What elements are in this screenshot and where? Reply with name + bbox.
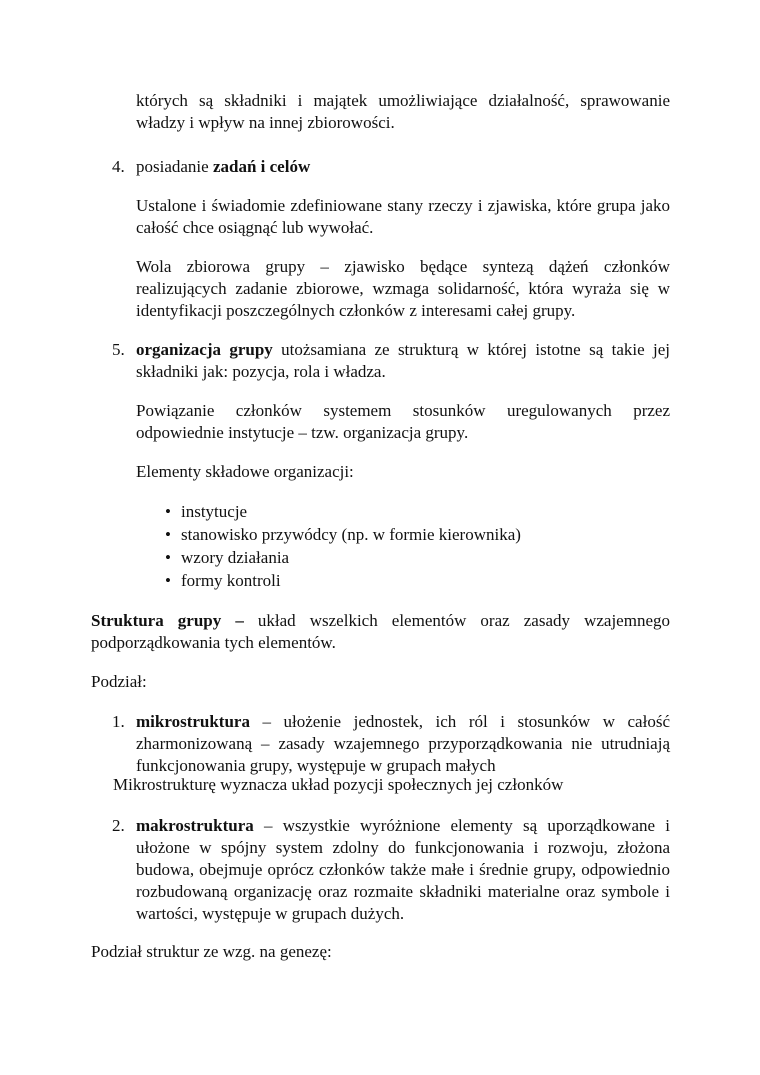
item-5-bold: organizacja grupy	[136, 340, 273, 359]
item-4-number: 4.	[112, 157, 125, 176]
item-macrostructure	[136, 815, 670, 925]
list-item	[163, 547, 521, 570]
paragraph-organization: Powiązanie członków systemem stosunków uregulowanych przez odpowiednie instytucje – tzw. organizacja grupy.	[136, 401, 670, 442]
paragraph-division: Podział:	[91, 672, 147, 691]
item-2-number: 2.	[112, 816, 125, 835]
organization-elements-list	[163, 501, 521, 593]
macrostructure-rest: – wszystkie wyróżnione elementy są uporządkowane i ułożone w spójny system zdolny do funkcjonowania i rozwoju, złożona budowa, obejmuje oprócz członków także małe i średnie grupy, odpowiednio rozbudowaną organizację oraz rozmaite składniki materialne oraz symbole i wartości, występuje w grupach dużych.	[136, 816, 670, 923]
paragraph-elements-heading: Elementy składowe organizacji:	[136, 462, 354, 481]
list-item-label: instytucje	[181, 502, 248, 521]
structure-bold: Struktura grupy –	[91, 611, 244, 630]
bullet-icon: •	[165, 525, 171, 544]
paragraph-group-structure	[91, 610, 670, 654]
paragraph-goals: Ustalone i świadomie zdefiniowane stany rzeczy i zjawiska, które grupa jako całość chce osiągnąć lub wywołać.	[136, 196, 670, 237]
list-item	[163, 570, 521, 593]
item-5-number: 5.	[112, 340, 125, 359]
list-item-label: wzory działania	[181, 548, 290, 567]
structure-rest: układ wszelkich elementów oraz zasady wzajemnego podporządkowania tych elementów.	[91, 611, 670, 652]
microstructure-rest: – ułożenie jednostek, ich ról i stosunków w całość zharmonizowaną – zasady wzajemnego przyporządkowania nie utrudniają funkcjonowania grupy, występuje w grupach małych	[136, 712, 670, 775]
item-5-text	[136, 339, 670, 383]
item-4-prefix: posiadanie	[136, 157, 213, 176]
macrostructure-bold: makrostruktura	[136, 816, 254, 835]
list-item-label: formy kontroli	[181, 571, 281, 590]
bullet-icon: •	[165, 548, 171, 567]
item-microstructure	[136, 711, 670, 777]
paragraph-continuation: których są składniki i majątek umożliwiające działalność, sprawowanie władzy i wpływ na innej zbiorowości.	[136, 91, 670, 132]
list-item-label: stanowisko przywódcy (np. w formie kierownika)	[181, 525, 521, 544]
microstructure-note: Mikrostrukturę wyznacza układ pozycji społecznych jej członków	[113, 775, 564, 794]
bullet-icon: •	[165, 571, 171, 590]
microstructure-bold: mikrostruktura	[136, 712, 250, 731]
list-item	[163, 501, 521, 524]
item-5-rest: utożsamiana ze strukturą w której istotne są takie jej składniki jak: pozycja, rola i władza.	[136, 340, 670, 381]
bullet-icon: •	[165, 502, 171, 521]
item-1-number: 1.	[112, 712, 125, 731]
paragraph-collective-will: Wola zbiorowa grupy – zjawisko będące syntezą dążeń członków realizujących zadanie zbiorowe, wzmaga solidarność, która wyraża się w identyfikacji poszczególnych członków z interesami całej grupy.	[136, 257, 670, 320]
item-4-heading	[136, 156, 670, 178]
paragraph-division-genesis: Podział struktur ze wzg. na genezę:	[91, 942, 332, 961]
item-4-bold: zadań i celów	[212, 157, 311, 176]
list-item	[163, 524, 521, 547]
